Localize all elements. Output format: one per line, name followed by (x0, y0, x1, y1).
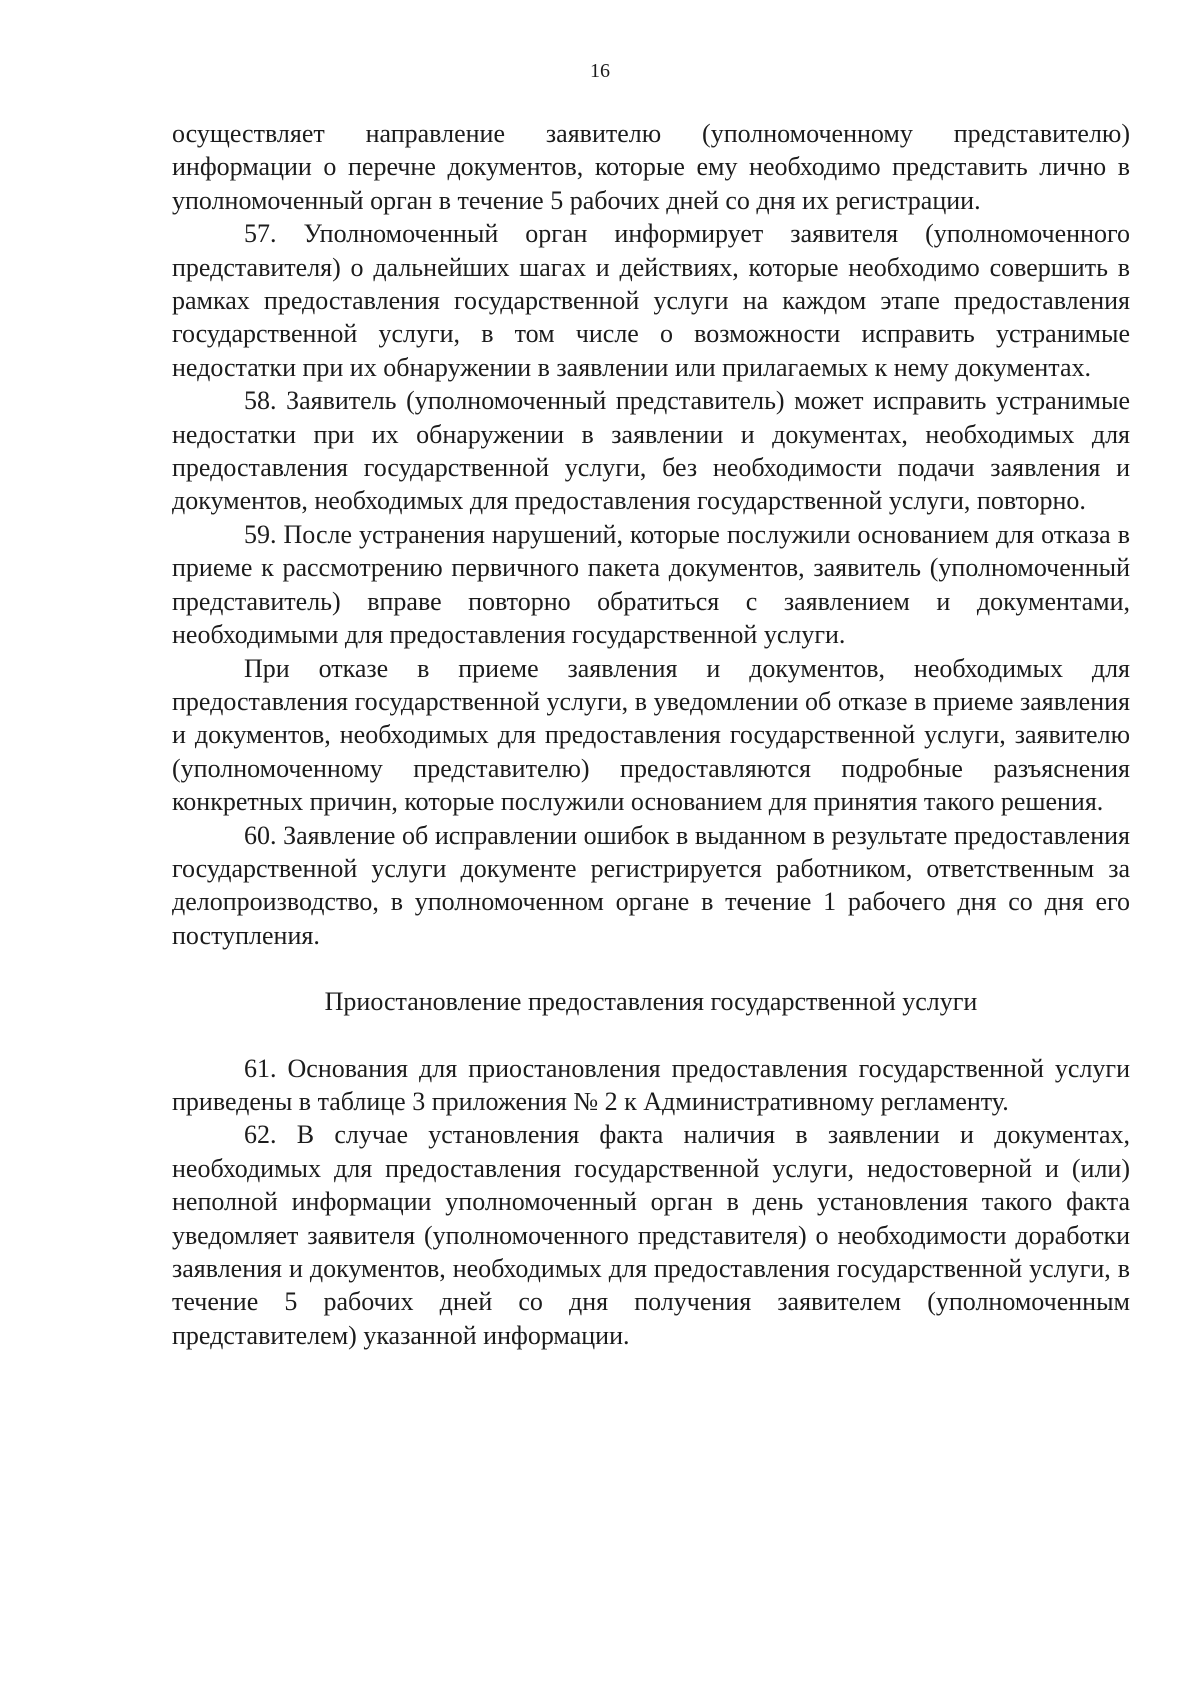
paragraph-continuation: осуществляет направление заявителю (уполномоченному представителю) информации о перечне документов, которые ему необходимо представить лично в уполномоченный орган в течение 5 рабочих дней со дня их регистрации. (172, 119, 1130, 215)
page-number: 16 (590, 60, 610, 82)
paragraph-62: 62. В случае установления факта наличия в заявлении и документах, необходимых для предоставления государственной услуги, недостоверной и (или) неполной информации уполномоченный орган в день установления такого факта уведомляет заявителя (уполномоченного представителя) о необходимости доработки заявления и документов, необходимых для предоставления государственной услуги, в течение 5 рабочих дней со дня получения заявителем (уполномоченным представителем) указанной информации. (172, 1120, 1130, 1350)
paragraph-61: 61. Основания для приостановления предоставления государственной услуги приведены в таблице 3 приложения № 2 к Административному регламенту. (172, 1053, 1130, 1116)
paragraph-refusal: При отказе в приеме заявления и документов, необходимых для предоставления государственной услуги, в уведомлении об отказе в приеме заявления и документов, необходимых для предоставления государственной услуги, заявителю (уполномоченному представителю) предоставляются подробные разъяснения конкретных причин, которые послужили основанием для принятия такого решения. (172, 653, 1130, 817)
paragraph-60: 60. Заявление об исправлении ошибок в выданном в результате предоставления государственной услуги документе регистрируется работником, ответственным за делопроизводство, в уполномоченном органе в течение 1 рабочего дня со дня его поступления. (172, 820, 1130, 950)
paragraph-58: 58. Заявитель (уполномоченный представитель) может исправить устранимые недостатки при их обнаружении в заявлении и документах, необходимых для предоставления государственной услуги, без необходимости подачи заявления и документов, необходимых для предоставления государственной услуги, повторно. (172, 386, 1130, 516)
document-body (172, 117, 1130, 1352)
paragraph-59: 59. После устранения нарушений, которые послужили основанием для отказа в приеме к рассмотрению первичного пакета документов, заявитель (уполномоченный представитель) вправе повторно обратиться с заявлением и документами, необходимыми для предоставления государственной услуги. (172, 519, 1130, 650)
paragraph-57: 57. Уполномоченный орган информирует заявителя (уполномоченного представителя) о дальнейших шагах и действиях, которые необходимо совершить в рамках предоставления государственной услуги на каждом этапе предоставления государственной услуги, в том числе о возможности исправить устранимые недостатки при их обнаружении в заявлении или прилагаемых к нему документах. (172, 219, 1130, 382)
section-heading: Приостановление предоставления государственной услуги (324, 987, 978, 1017)
